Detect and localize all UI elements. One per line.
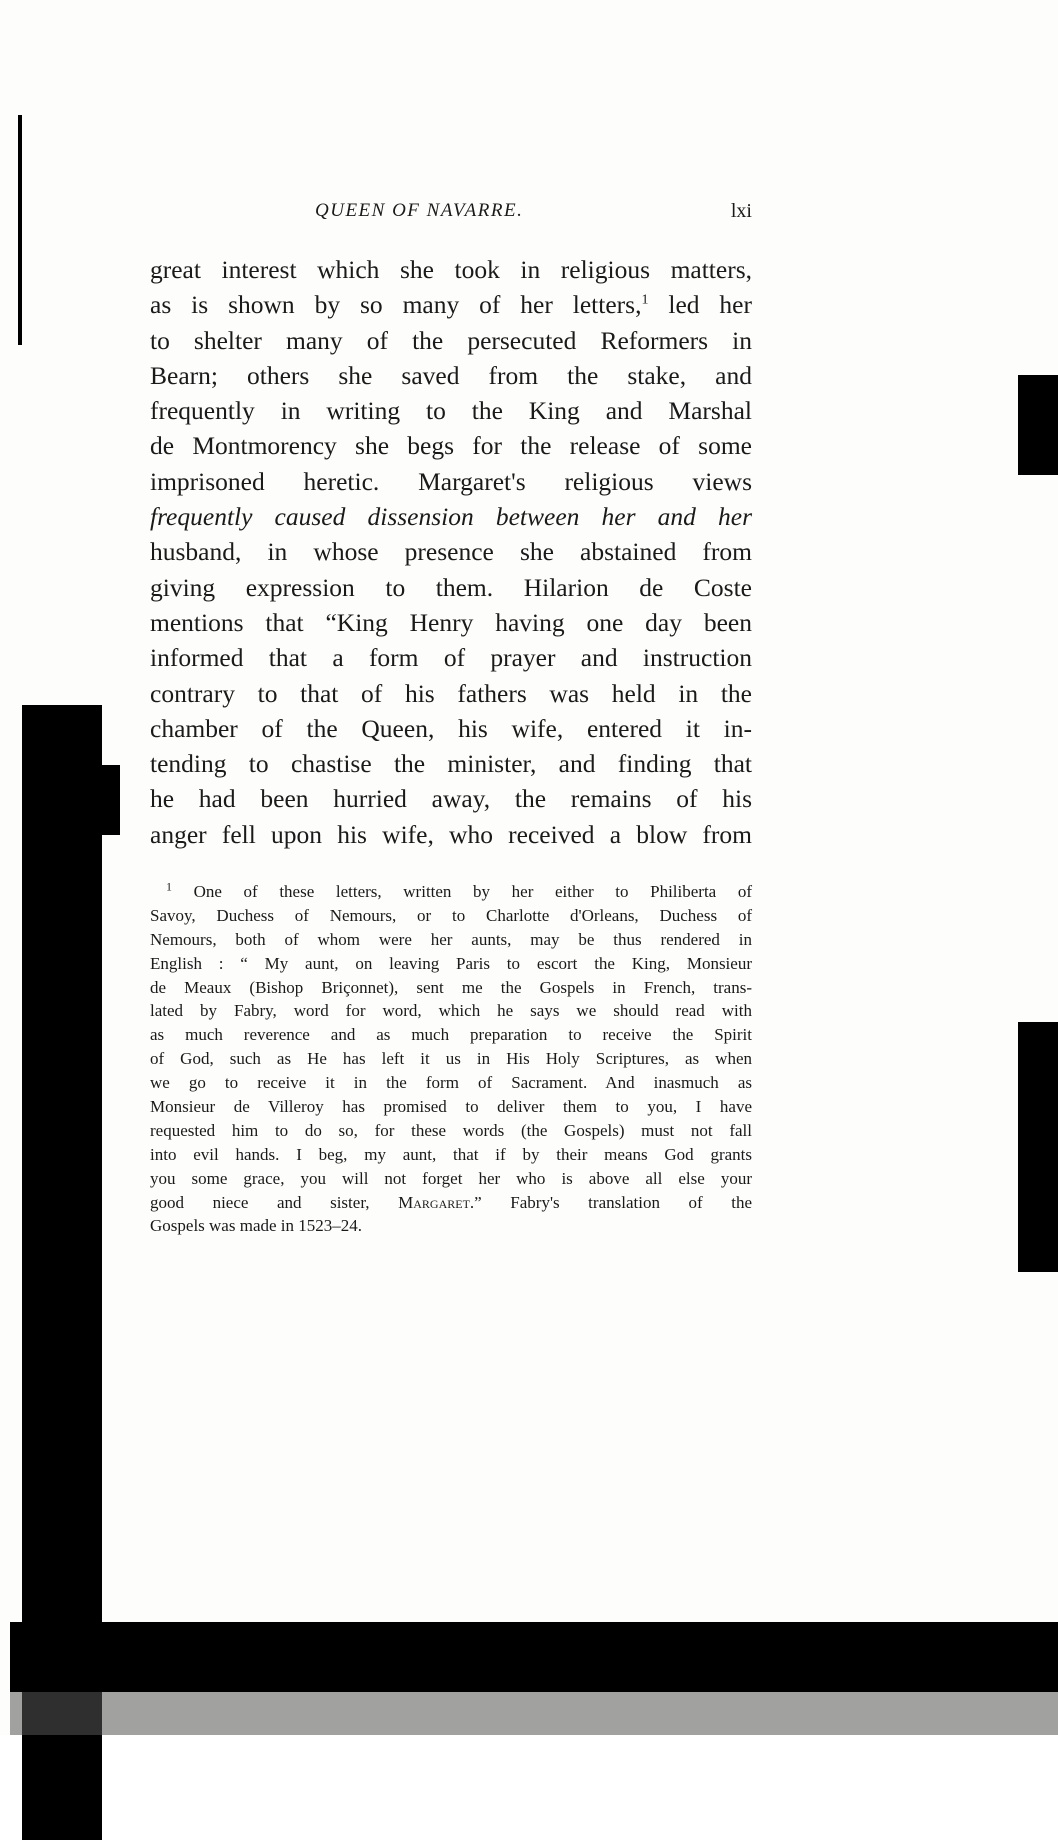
body-line-text: Bearn; others she saved from the stake, and [150,360,752,390]
scan-edge-right-bottom [1018,1022,1058,1272]
footnote-line-text: Savoy, Duchess of Nemours, or to Charlotte d'Orleans, Duchess of [150,905,752,925]
body-line [150,428,752,463]
body-line-text: husband, in whose presence she abstained from [150,537,752,567]
footnote-line [150,1047,752,1071]
footnote-line [150,1023,752,1047]
footnote-line-text: you some grace, you will not forget her who is above all else your [150,1168,752,1188]
footnote-line-text: Nemours, both of whom were her aunts, may be thus rendered in [150,929,752,949]
body-line-text: informed that a form of prayer and instruction [150,643,752,673]
scan-edge-right-top [1018,375,1058,475]
body-line-text: de Montmorency she begs for the release of some [150,431,752,461]
body-line [150,534,752,569]
footnote-line-text: we go to receive it in the form of Sacrament. And inasmuch as [150,1073,752,1093]
scan-edge-left-notch [80,765,120,835]
body-line-text-after: led her [648,290,752,320]
body-line-text: he had been hurried away, the remains of his [150,784,752,814]
body-line-text: chamber of the Queen, his wife, entered it in- [150,713,752,743]
body-line [150,464,752,499]
footnote-line-text: as much reverence and as much preparation to receive the Spirit [150,1025,752,1045]
page-number: lxi [730,200,752,222]
footnote-line-text: One of these letters, written by her either to Philiberta of [193,882,753,901]
footnote-line [150,952,752,976]
body-line-text: to shelter many of the persecuted Reformers in [150,325,752,355]
body-line [150,252,752,287]
footnote-line-text: into evil hands. I beg, my aunt, that if by their means God grants [150,1144,752,1164]
footnote-line [150,1143,752,1167]
footnote-line [150,999,752,1023]
footnote-line [150,1191,752,1215]
footnote-line [150,976,752,1000]
body-line [150,676,752,711]
body-line [150,640,752,675]
body-line [150,746,752,781]
body-line-text: tending to chastise the minister, and finding that [150,749,752,779]
footnote-line-text: ” Fabry's translation of the [474,1192,753,1212]
footnote-line [150,1071,752,1095]
footnote-line-text: of God, such as He has left it us in His Holy Scriptures, as when [150,1049,752,1069]
body-line [150,358,752,393]
scan-edge-bottom-noise [10,1692,1058,1735]
body-line [150,287,752,322]
body-line [150,781,752,816]
scan-edge-left-thin [18,115,22,345]
body-line-text: mentions that “King Henry having one day been [150,607,752,637]
running-title: QUEEN OF NAVARRE. [315,200,524,221]
body-line [150,499,752,534]
body-line [150,711,752,746]
body-line-text: giving expression to them. Hilarion de Coste [150,572,752,602]
footnote-line-text: Monsieur de Villeroy has promised to deliver them to you, I have [150,1097,752,1117]
footnote-line [150,1095,752,1119]
running-header [150,200,752,230]
footnote-line [150,880,752,904]
body-line [150,817,752,852]
footnote-line [150,1119,752,1143]
footnote-line-text: good niece and sister, [150,1192,399,1212]
footnote-line [150,1214,752,1238]
footnote-line-text: requested him to do so, for these words (the Gospels) must not fall [150,1120,752,1140]
body-line [150,323,752,358]
body-line-text: imprisoned heretic. Margaret's religious views [150,466,752,496]
footnote-line [150,904,752,928]
body-line-text: frequently in writing to the King and Marshal [150,396,752,426]
body-line-text: great interest which she took in religious matters, [150,255,752,284]
footnote-line-text: Gospels was made in 1523–24. [150,1216,363,1236]
footnote-line [150,928,752,952]
footnote-marker: 1 [166,879,172,894]
footnote-line-text: English : “ My aunt, on leaving Paris to escort the King, Monsieur [150,953,752,973]
footnote-reference[interactable]: 1 [641,292,649,308]
footnote-line [150,1167,752,1191]
body-text [150,252,752,852]
footnote-line-text: de Meaux (Bishop Briçonnet), sent me the Gospels in French, trans- [150,977,752,997]
body-line-text: frequently caused dissension between her and her [150,502,752,532]
body-line-text: contrary to that of his fathers was held in the [150,678,752,708]
body-line-text: as is shown by so many of her letters, [150,290,642,320]
scan-edge-bottom [10,1622,1058,1692]
body-line [150,570,752,605]
body-line [150,393,752,428]
footnote [150,880,752,1238]
body-line-text: anger fell upon his wife, who received a blow from [150,819,752,849]
signature-name: Margaret. [398,1192,475,1212]
body-line [150,605,752,640]
footnote-line-text: lated by Fabry, word for word, which he says we should read with [150,1001,752,1021]
